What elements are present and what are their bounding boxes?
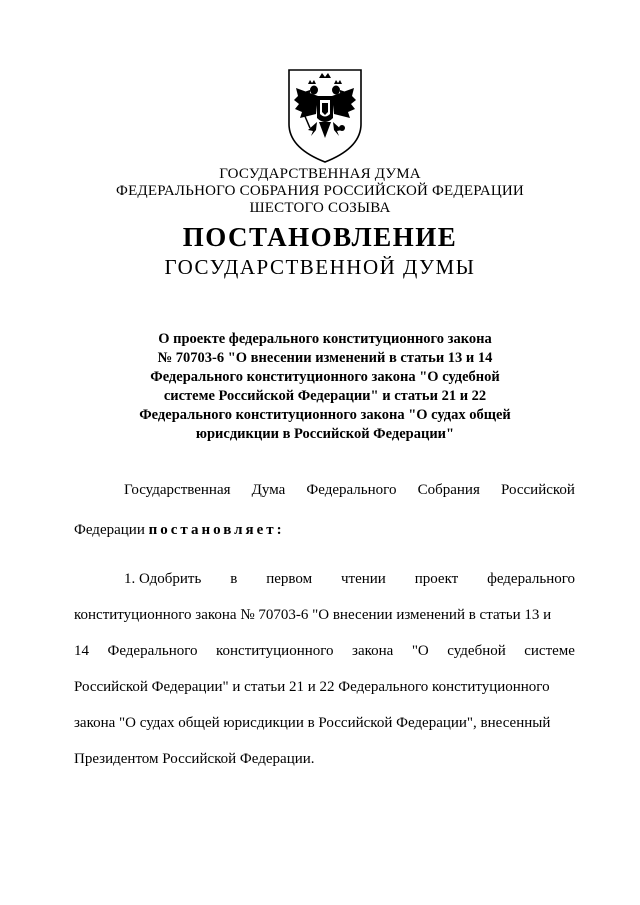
item-word: первом: [266, 571, 313, 587]
issuing-body-header: [0, 166, 640, 217]
document-type-heading: ПОСТАНОВЛЕНИЕ: [182, 222, 458, 252]
item-word: закона: [352, 643, 394, 659]
item-word: в: [230, 571, 238, 587]
item-word: конституционного: [216, 643, 334, 659]
title-line: системе Российской Федерации" и статьи 21 и 22: [163, 388, 487, 404]
resolution-title: [100, 330, 550, 444]
item-word: "О: [411, 643, 429, 659]
item-word: 1. Одобрить: [124, 571, 202, 587]
preamble-word: Государственная: [124, 482, 231, 498]
title-line: О проекте федерального конституционного закона: [158, 331, 492, 347]
title-line: Федерального конституционного закона "О судебной: [150, 369, 500, 385]
header-line-2: ФЕДЕРАЛЬНОГО СОБРАНИЯ РОССИЙСКОЙ ФЕДЕРАЦИИ: [116, 183, 524, 199]
preamble-line-2: [74, 522, 285, 539]
item-word: системе: [524, 643, 575, 659]
item-1-line-4: Российской Федерации" и статьи 21 и 22 Федерального конституционного: [74, 679, 550, 695]
decree-word: постановляет:: [148, 522, 285, 538]
item-word: Федерального: [107, 643, 198, 659]
preamble-word: Дума: [251, 482, 286, 498]
title-line: юрисдикции в Российской Федерации": [195, 426, 455, 442]
item-1-line-3: [74, 643, 575, 660]
document-issuer-heading: ГОСУДАРСТВЕННОЙ ДУМЫ: [164, 255, 476, 279]
title-line: № 70703-6 "О внесении изменений в статьи 13 и 14: [157, 350, 493, 366]
item-1-line-1: [124, 571, 575, 588]
coat-of-arms-emblem: [286, 66, 364, 166]
item-word: судебной: [447, 643, 506, 659]
preamble-word: Федерального: [306, 482, 397, 498]
item-1-line-6: Президентом Российской Федерации.: [74, 751, 315, 767]
item-word: федерального: [487, 571, 575, 587]
title-line: Федерального конституционного закона "О судах общей: [139, 407, 511, 423]
preamble-word: Российской: [501, 482, 575, 498]
preamble-word: Федерации: [74, 522, 145, 538]
item-1-line-2: конституционного закона № 70703-6 "О внесении изменений в статьи 13 и: [74, 607, 552, 623]
preamble-word: Собрания: [417, 482, 480, 498]
item-word: проект: [414, 571, 459, 587]
item-1-line-5: закона "О судах общей юрисдикции в Российской Федерации", внесенный: [74, 715, 551, 731]
header-line-3: ШЕСТОГО СОЗЫВА: [249, 200, 391, 216]
item-word: чтении: [340, 571, 386, 587]
item-word: 14: [74, 643, 89, 659]
header-line-1: ГОСУДАРСТВЕННАЯ ДУМА: [219, 166, 421, 182]
preamble-line-1: [124, 482, 575, 499]
